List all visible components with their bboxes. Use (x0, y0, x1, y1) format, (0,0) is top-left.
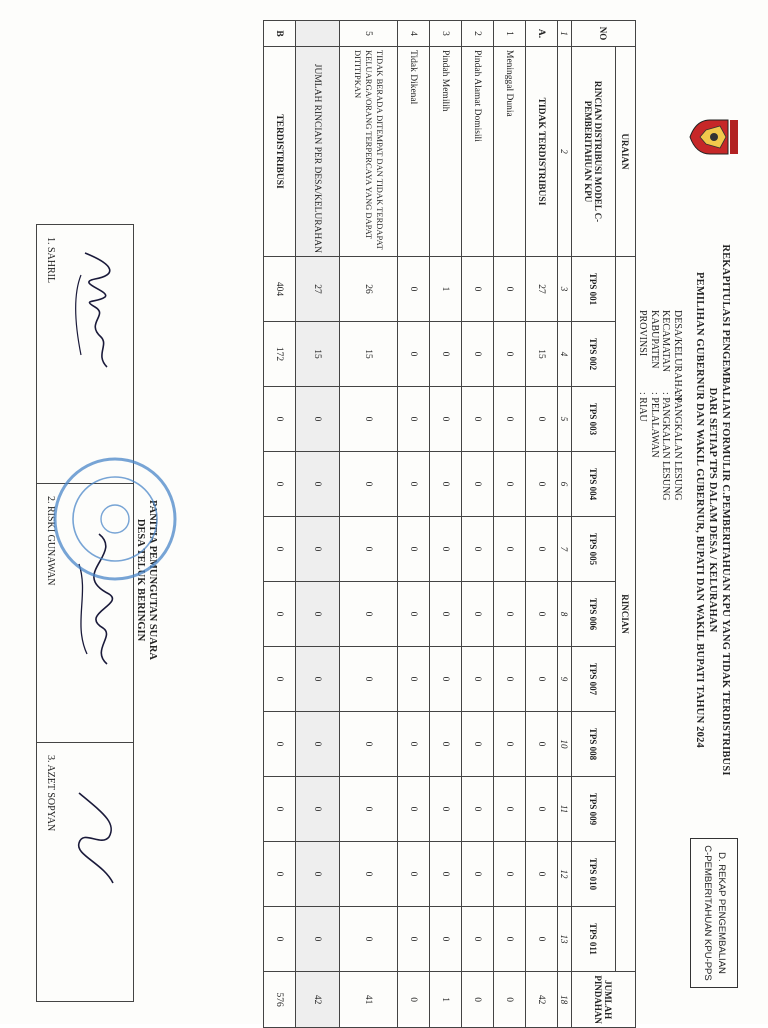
tps-value-cell: 0 (430, 517, 462, 582)
tps-value-cell: 0 (430, 777, 462, 842)
tps-value-cell: 0 (296, 452, 340, 517)
header-tps: TPS 008 (572, 712, 616, 777)
jumlah-pindahan-cell: 41 (340, 972, 398, 1028)
signature-cell-1 (37, 225, 133, 484)
tps-value-cell: 0 (340, 452, 398, 517)
header-tps: TPS 001 (572, 257, 616, 322)
tps-value-cell: 0 (398, 582, 430, 647)
tps-value-cell: 0 (340, 582, 398, 647)
tps-value-cell: 0 (398, 907, 430, 972)
panitia-line-2: DESA TELUK BERINGIN (135, 518, 146, 642)
index-cell: 3 (558, 257, 572, 322)
tps-value-cell: 0 (526, 387, 558, 452)
tps-value-cell: 0 (462, 452, 494, 517)
tps-value-cell: 0 (462, 517, 494, 582)
row-label: Tidak Dikenal (398, 47, 430, 257)
jumlah-pindahan-cell: 0 (462, 972, 494, 1028)
header-rincian: RINCIAN (616, 257, 636, 972)
row-number: 3 (430, 21, 462, 47)
index-cell: 2 (558, 47, 572, 257)
location-label: KABUPATEN (649, 310, 660, 369)
title-line-1: REKAPITULASI PENGEMBALIAN FORMULIR C.PEMBERITAHUAN KPU YANG TIDAK TERDISTRIBUSI (720, 244, 731, 776)
tps-value-cell: 0 (526, 452, 558, 517)
tps-value-cell: 0 (526, 907, 558, 972)
row-label: Pindah Alamat Domisili (462, 47, 494, 257)
tps-value-cell: 0 (264, 452, 296, 517)
row-number: 1 (494, 21, 526, 47)
tps-value-cell: 0 (398, 712, 430, 777)
jumlah-pindahan-cell: 576 (264, 972, 296, 1028)
signature-cell-3 (37, 743, 133, 1001)
location-value: : RIAU (637, 392, 649, 422)
tps-value-cell: 0 (494, 907, 526, 972)
header-tps: TPS 007 (572, 647, 616, 712)
header-jumlah-pindahan: JUMLAH PINDAHAN (572, 972, 636, 1028)
row-number: A. (526, 21, 558, 47)
jumlah-pindahan-cell: 42 (526, 972, 558, 1028)
tps-value-cell: 0 (462, 257, 494, 322)
tps-value-cell: 27 (296, 257, 340, 322)
tps-value-cell: 0 (264, 712, 296, 777)
table-row (494, 21, 526, 1028)
tps-value-cell: 15 (526, 322, 558, 387)
location-label: PROVINSI (637, 310, 649, 357)
tps-value-cell: 0 (296, 907, 340, 972)
tps-value-cell: 0 (494, 452, 526, 517)
header-rincian-model: RINCIAN DISTRIBUSI MODEL C-PEMBERITAHUAN KPU (572, 47, 616, 257)
jumlah-pindahan-cell: 0 (494, 972, 526, 1028)
tps-value-cell: 0 (398, 387, 430, 452)
index-cell: 1 (558, 21, 572, 47)
index-cell: 13 (558, 907, 572, 972)
tps-value-cell: 0 (462, 712, 494, 777)
header-no: NO (572, 21, 636, 47)
tps-value-cell: 0 (264, 777, 296, 842)
index-cell: 12 (558, 842, 572, 907)
tps-value-cell: 0 (340, 842, 398, 907)
tps-value-cell: 0 (494, 777, 526, 842)
tps-value-cell: 0 (264, 582, 296, 647)
row-number: 5 (340, 21, 398, 47)
location-value: : PELALAWAN (649, 392, 660, 458)
tps-value-cell: 0 (264, 387, 296, 452)
tps-value-cell: 0 (340, 777, 398, 842)
row-label: Meninggal Dunia (494, 47, 526, 257)
tps-value-cell: 0 (296, 712, 340, 777)
tps-value-cell: 0 (430, 842, 462, 907)
tps-value-cell: 0 (430, 712, 462, 777)
tps-value-cell: 0 (296, 647, 340, 712)
title-line-3: PEMILIHAN GUBERNUR DAN WAKIL GUBERNUR, BUPATI DAN WAKIL BUPATI TAHUN 2024 (694, 272, 705, 748)
table-row (430, 21, 462, 1028)
jumlah-pindahan-cell: 0 (398, 972, 430, 1028)
badge-line-2: C-PEMBERITAHUAN KPU-PPS (702, 845, 713, 981)
row-label: TERDISTRIBUSI (264, 47, 296, 257)
index-cell: 11 (558, 777, 572, 842)
tps-value-cell: 0 (462, 387, 494, 452)
tps-value-cell: 0 (430, 647, 462, 712)
tps-value-cell: 0 (430, 452, 462, 517)
index-cell: 9 (558, 647, 572, 712)
index-row (558, 21, 572, 1028)
badge-line-1: D. REKAP PENGEMBALIAN (716, 852, 727, 974)
location-row-kabupaten (649, 310, 661, 501)
tps-value-cell: 0 (398, 322, 430, 387)
row-number: B (264, 21, 296, 47)
tps-value-cell: 0 (462, 777, 494, 842)
index-cell: 5 (558, 387, 572, 452)
location-block (637, 310, 683, 501)
row-number (296, 21, 340, 47)
tps-value-cell: 0 (398, 517, 430, 582)
form-code-badge (690, 838, 738, 988)
row-label: JUMLAH RINCIAN PER DESA/KELURAHAN (296, 47, 340, 257)
tps-value-cell: 0 (296, 387, 340, 452)
index-cell: 4 (558, 322, 572, 387)
tps-value-cell: 0 (398, 647, 430, 712)
location-label: DESA/KELURAHAN (672, 310, 683, 402)
location-row-kecamatan (660, 310, 672, 501)
document-title (693, 190, 732, 830)
tps-value-cell: 0 (398, 842, 430, 907)
location-row-provinsi (637, 310, 649, 501)
tps-value-cell: 1 (430, 257, 462, 322)
tps-value-cell: 27 (526, 257, 558, 322)
signature-box (36, 224, 134, 1002)
location-value: : PANGKALAN LESUNG (672, 392, 683, 501)
tps-value-cell: 0 (526, 517, 558, 582)
table-row (462, 21, 494, 1028)
tps-value-cell: 0 (398, 257, 430, 322)
tps-value-cell: 0 (430, 387, 462, 452)
row-label: TIDAK BERADA DITEMPAT DAN TIDAK TERDAPAT KELUARGA/ORANG TERPERCAYA YANG DAPAT DITITIPKAN (340, 47, 398, 257)
tps-value-cell: 0 (296, 777, 340, 842)
table-body (264, 21, 558, 1028)
tps-value-cell: 0 (526, 712, 558, 777)
header-tps: TPS 006 (572, 582, 616, 647)
index-cell: 18 (558, 972, 572, 1028)
tps-value-cell: 0 (296, 582, 340, 647)
tps-value-cell: 0 (494, 647, 526, 712)
tps-value-cell: 0 (340, 647, 398, 712)
kpu-logo-icon (688, 112, 740, 162)
jumlah-pindahan-cell: 42 (296, 972, 340, 1028)
tps-value-cell: 15 (296, 322, 340, 387)
tps-value-cell: 0 (494, 517, 526, 582)
index-cell: 8 (558, 582, 572, 647)
header-tps: TPS 010 (572, 842, 616, 907)
table-row (526, 21, 558, 1028)
tps-value-cell: 0 (340, 712, 398, 777)
index-cell: 10 (558, 712, 572, 777)
official-stamp-icon (50, 454, 180, 584)
row-number: 4 (398, 21, 430, 47)
tps-value-cell: 0 (462, 842, 494, 907)
location-value: : PANGKALAN LESUNG (660, 392, 672, 501)
tps-value-cell: 0 (264, 842, 296, 907)
tps-value-cell: 0 (494, 387, 526, 452)
table-row (264, 21, 296, 1028)
tps-value-cell: 0 (398, 452, 430, 517)
signer-name: 1. SAHRIL (45, 237, 56, 284)
rekap-table (263, 20, 636, 1028)
tps-value-cell: 0 (462, 582, 494, 647)
tps-value-cell: 0 (526, 647, 558, 712)
location-label: KECAMATAN (660, 310, 672, 372)
tps-value-cell: 0 (430, 907, 462, 972)
tps-value-cell: 0 (340, 907, 398, 972)
tps-value-cell: 0 (264, 647, 296, 712)
tps-value-cell: 172 (264, 322, 296, 387)
index-cell: 6 (558, 452, 572, 517)
header-uraian: URAIAN (616, 47, 636, 257)
tps-value-cell: 0 (462, 907, 494, 972)
header-tps: TPS 002 (572, 322, 616, 387)
table-row (398, 21, 430, 1028)
header-tps: TPS 005 (572, 517, 616, 582)
header-tps: TPS 009 (572, 777, 616, 842)
panitia-line-1: PANITIA PEMUNGUTAN SUARA (147, 499, 158, 661)
tps-value-cell: 0 (526, 582, 558, 647)
index-cell: 7 (558, 517, 572, 582)
tps-value-cell: 0 (430, 322, 462, 387)
location-row-desa (672, 310, 684, 501)
signer-name: 3. AZET SOPYAN (45, 755, 56, 832)
tps-value-cell: 0 (526, 777, 558, 842)
table-row (340, 21, 398, 1028)
tps-value-cell: 0 (526, 842, 558, 907)
tps-value-cell: 0 (296, 842, 340, 907)
tps-value-cell: 0 (340, 387, 398, 452)
jumlah-pindahan-cell: 1 (430, 972, 462, 1028)
tps-value-cell: 26 (340, 257, 398, 322)
signer-name: 2. RISKI GUNAWAN (45, 496, 56, 586)
signature-3-icon (67, 783, 123, 893)
tps-value-cell: 0 (340, 517, 398, 582)
tps-value-cell: 0 (398, 777, 430, 842)
row-label: TIDAK TERDISTRIBUSI (526, 47, 558, 257)
tps-value-cell: 0 (264, 517, 296, 582)
header-tps: TPS 004 (572, 452, 616, 517)
tps-value-cell: 0 (494, 582, 526, 647)
row-label: Pindah Memilih (430, 47, 462, 257)
tps-value-cell: 0 (264, 907, 296, 972)
row-number: 2 (462, 21, 494, 47)
table-row (296, 21, 340, 1028)
tps-value-cell: 0 (430, 582, 462, 647)
signature-1-icon (65, 245, 125, 375)
tps-value-cell: 0 (494, 712, 526, 777)
tps-value-cell: 404 (264, 257, 296, 322)
tps-value-cell: 0 (296, 517, 340, 582)
tps-value-cell: 15 (340, 322, 398, 387)
header-tps: TPS 011 (572, 907, 616, 972)
tps-value-cell: 0 (462, 322, 494, 387)
header-tps: TPS 003 (572, 387, 616, 452)
title-line-2: DARI SETIAP TPS DALAM DESA / KELURAHAN (707, 387, 718, 633)
tps-value-cell: 0 (494, 842, 526, 907)
tps-value-cell: 0 (462, 647, 494, 712)
tps-value-cell: 0 (494, 257, 526, 322)
tps-value-cell: 0 (494, 322, 526, 387)
